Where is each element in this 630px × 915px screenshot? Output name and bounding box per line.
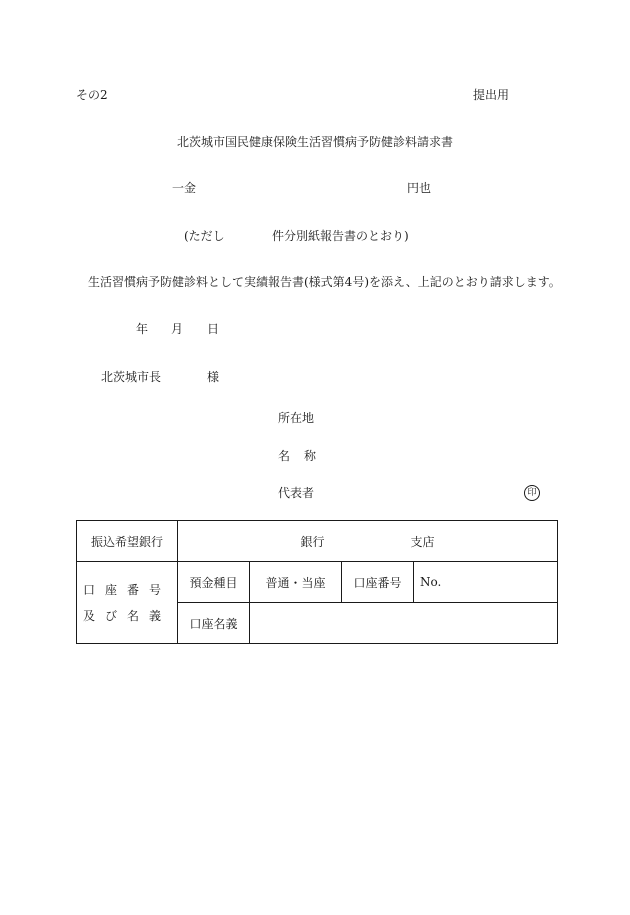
- bank-row-header: 振込希望銀行: [77, 521, 178, 562]
- deposit-row: [77, 562, 558, 603]
- form-number: その2: [76, 88, 108, 102]
- deposit-type-value[interactable]: 普通・当座: [250, 562, 342, 603]
- date-year-label: 年: [136, 322, 149, 336]
- addressee-honorific: 様: [207, 370, 220, 384]
- deposit-type-label: 預金種目: [178, 562, 250, 603]
- bank-suffix: 銀行: [300, 534, 325, 549]
- seal-icon: 印: [524, 485, 540, 501]
- account-header-line1: 口座番号: [82, 582, 171, 597]
- account-header: [77, 562, 178, 644]
- name-label: 名称: [278, 449, 331, 463]
- bank-row: [77, 521, 558, 562]
- request-sentence: 生活習慣病予防健診料として実績報告書(様式第4号)を添え、上記のとおり請求します。: [88, 275, 561, 289]
- account-holder-field[interactable]: [250, 603, 558, 644]
- representative-label: 代表者: [278, 486, 315, 500]
- amount-prefix: 一金: [172, 181, 197, 195]
- addressee-name: 北茨城市長: [101, 370, 162, 384]
- account-number-label: 口座番号: [342, 562, 414, 603]
- proviso-open: (ただし: [184, 229, 225, 243]
- account-header-line2: 及び名義: [82, 608, 171, 623]
- date-month-label: 月: [171, 322, 184, 336]
- address-label: 所在地: [278, 411, 315, 425]
- bank-transfer-table: [76, 520, 558, 644]
- bank-branch-cell[interactable]: [178, 521, 558, 562]
- document-title: 北茨城市国民健康保険生活習慣病予防健診料請求書: [176, 135, 453, 149]
- proviso-rest: 件分別紙報告書のとおり): [272, 229, 409, 243]
- account-number-field[interactable]: No.: [414, 562, 558, 603]
- date-day-label: 日: [207, 322, 220, 336]
- amount-suffix: 円也: [407, 181, 432, 195]
- account-holder-label: 口座名義: [178, 603, 250, 644]
- submission-label: 提出用: [473, 88, 510, 102]
- branch-suffix: 支店: [410, 534, 435, 549]
